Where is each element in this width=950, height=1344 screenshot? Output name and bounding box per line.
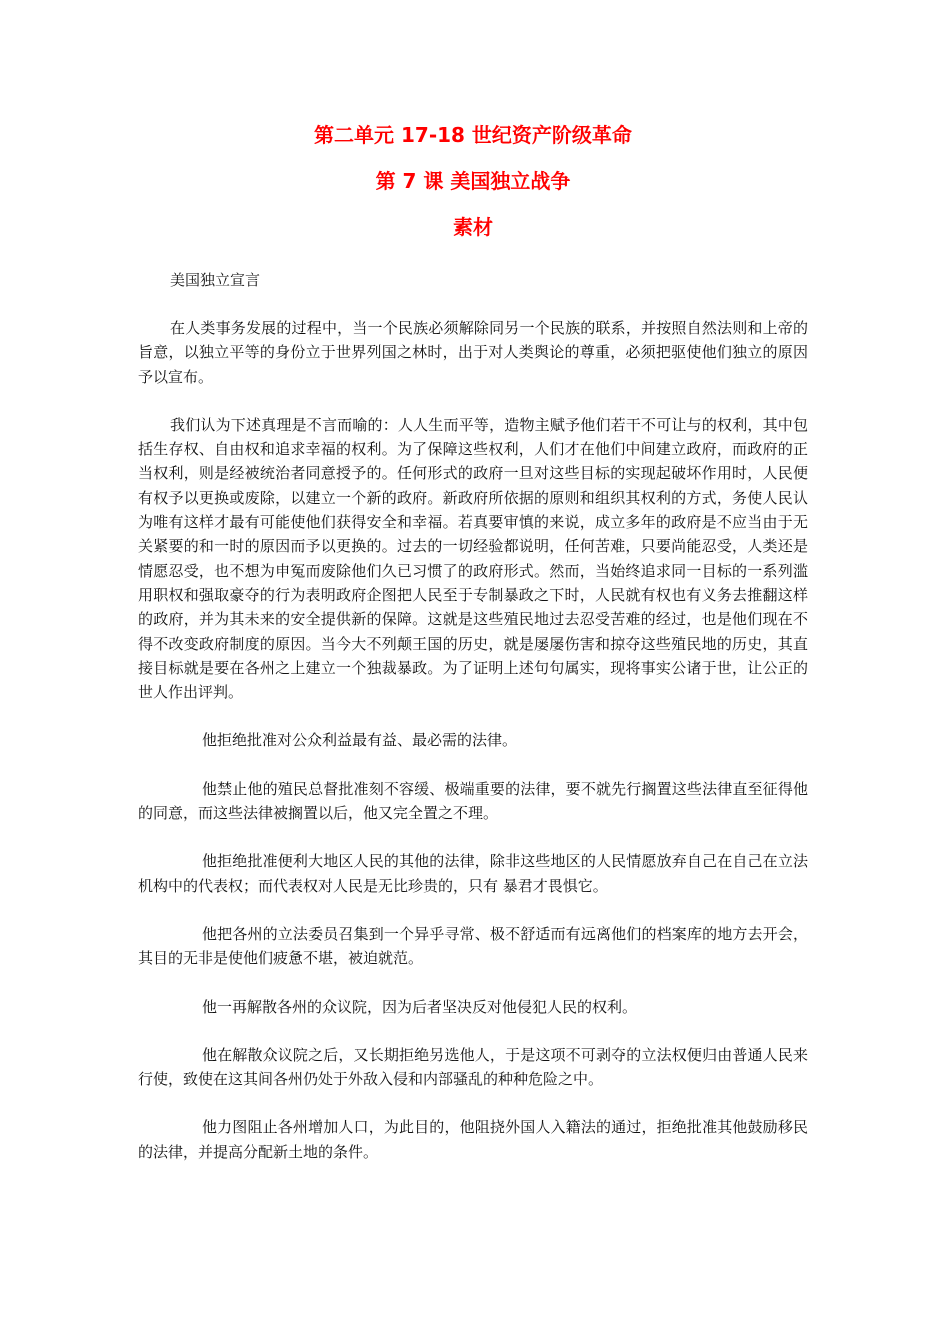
grievance-paragraph: 他在解散众议院之后，又长期拒绝另选他人，于是这项不可剥夺的立法权便归由普通人民来行使，致使在这其间各州仍处于外敌入侵和内部骚乱的种种危险之中。 bbox=[138, 1045, 808, 1089]
grievance-paragraph: 他拒绝批准便利大地区人民的其他的法律，除非这些地区的人民情愿放弃自己在自己在立法机构中的代表权；而代表权对人民是无比珍贵的，只有 暴君才畏惧它。 bbox=[138, 852, 808, 895]
grievance-paragraph: 他禁止他的殖民总督批准刻不容缓、极端重要的法律，要不就先行搁置这些法律直至征得他的同意，而这些法律被搁置以后，他又完全置之不理。 bbox=[138, 779, 808, 823]
grievance-paragraph: 他把各州的立法委员召集到一个异乎寻常、极不舒适而有远离他们的档案库的地方去开会，其目的无非是使他们疲惫不堪，被迫就范。 bbox=[138, 924, 808, 968]
unit-title: 第二单元 17-18 世纪资产阶级革命 bbox=[314, 123, 632, 147]
document-label: 美国独立宣言 bbox=[170, 271, 261, 289]
grievance-paragraph: 他拒绝批准对公众利益最有益、最必需的法律。 bbox=[202, 731, 518, 750]
truths-paragraph: 我们认为下述真理是不言而喻的：人人生而平等，造物主赋予他们若干不可让与的权利，其中包括生存权、自由权和追求幸福的权利。为了保障这些权利，人们才在他们中间建立政府，而政府的正当权利，则是经被统治者同意授予的。任何形式的政府一旦对这些目标的实现起破坏作用时，人民便有权予以更换或废除，以建立一个新的政府。新政府所依据的原则和组织其权利的方式，务使人民认为唯有这样才最有可能使他们获得安全和幸福。若真要审慎的来说，成立多年的政府是不应当由于无关紧要的和一时的原因而予以更换的。过去的一切经验都说明，任何苦难，只要尚能忍受，人类还是情愿忍受，也不想为申冤而废除他们久已习惯了的政府形式。然而，当始终追求同一目标的一系列滥用职权和强取豪夺的行为表明政府企图把人民至于专制暴政之下时，人民就有权也有义务去推翻这样的政府，并为其未来的安全提供新的保障。这就是这些殖民地过去忍受苦难的经过，也是他们现在不得不改变政府制度的原因。当今大不列颠王国的历史，就是屡屡伤害和掠夺这些殖民地的历史，其直接目标就是要在各州之上建立一个独裁暴政。为了证明上述句句属实，现将事实公诸于世，让公正的世人作出评判。 bbox=[138, 415, 808, 702]
grievance-paragraph: 他力图阻止各州增加人口，为此目的，他阻挠外国人入籍法的通过，拒绝批准其他鼓励移民的法律，并提高分配新土地的条件。 bbox=[138, 1118, 808, 1161]
section-title: 素材 bbox=[453, 215, 493, 239]
document-page bbox=[138, 118, 808, 1164]
preamble-paragraph: 在人类事务发展的过程中，当一个民族必须解除同另一个民族的联系，并按照自然法则和上帝的旨意，以独立平等的身份立于世界列国之林时，出于对人类舆论的尊重，必须把驱使他们独立的原因予以宣布。 bbox=[138, 319, 808, 386]
lesson-title: 第 7 课 美国独立战争 bbox=[375, 169, 571, 193]
grievance-paragraph: 他一再解散各州的众议院，因为后者坚决反对他侵犯人民的权利。 bbox=[202, 997, 638, 1016]
